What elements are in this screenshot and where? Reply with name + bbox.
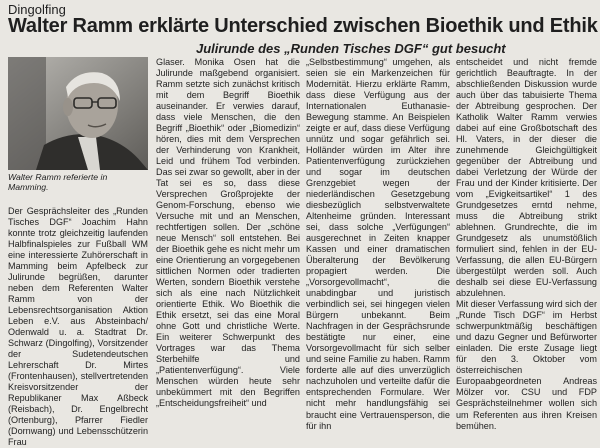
portrait-photo <box>8 57 148 170</box>
paragraph-outlook: Mit dieser Verfassung wird sich der „Runde Tisch DGF“ im Herbst schwerpunktmäßig beschäftigen und dazu Gegner und Befürworter einladen. Die erste Zusage liegt für den 3. Oktober vom österreichischen Europaabgeordneten Andreas Mölzer vor. CSU und FDP Gesprächsteilnehmer wollen sich um Referenten aus ihren Kreisen bemühen. <box>456 299 598 431</box>
paragraph-discussion: entscheidet und nicht fremde gerichtlich Beauftragte. In der abschließenden Diskussion wurde auch über das tabuisierte Thema der Abtreibung gesprochen. Der Katholik Walter Ramm verwies dabei auf eine Großbotschaft des Hl. Vaters, in der dieser die zunehmende Gleichgültigkeit gegenüber der Abtreibung und dabei Verletzung der Würde der Frau und der Kinder kritisierte. Der vom „Evigkeitsartikel“ 1 des Grundgesetzes erntd nehme, muss die Abtreibung strikt ablehnen. Grundrechte, die im Grundgesetz als unumstößlich formuliert sind, fehlen in der EU-Verfassung, die allen EU-Bürgern übergestülpt werden soll. Auch deshalb sei diese EU-Verfassung abzulehnen. <box>456 57 597 299</box>
text-column-1 <box>8 206 148 448</box>
article-subheadline: Julirunde des „Runden Tisches DGF“ gut besucht <box>196 41 506 56</box>
article-headline: Walter Ramm erklärte Unterschied zwischen Bioethik und Ethik <box>8 15 598 37</box>
paragraph-intro: Der Gesprächsleiter des „Runden Tisches DGF“ Joachim Hahn konnte trotz gleichzeitig laufenden Halbfinalspieles zur Fußball WM eine interessierte Zuhörerschaft in Mamming beim Apfelbeck zur Julirunde begrüßen, darunter neben dem Referenten Walter Ramm von der Lebensrechtsorganisation Aktion Leben e.V. aus Absteinbach/ Odenwald u. a. Stadtrat Dr. Schwarz (Dingolfing), Vorsitzender der Sudetendeutschen Lehrerschaft Dr. Mirtes (Frontenhausen), stellvertretenden Kreisvorsitzender der Republikaner Max Aßbeck (Reisbach), Dr. Engelbrecht (Ortenburg), Pfarrer Fiedler (Dornwang) und Lebensschützerin Frau <box>8 206 148 448</box>
location-kicker: Dingolfing <box>8 2 66 17</box>
text-column-4 <box>456 57 597 435</box>
text-column-2 <box>156 57 300 435</box>
text-column-3 <box>306 57 450 435</box>
paragraph-advance-directive: „Selbstbestimmung“ umgehen, als seien sie ein Markenzeichen für Modernität. Hierzu erklärte Ramm, dass diese Verfügung aus der Internationalen Euthanasie-Bewegung stamme. An Beispielen zeigte er auf, dass diese Verfügung unnütz und sogar gefährlich sei. Holländer würden im Alter ihre Patientenverfügung zurückziehen und sogar im deutschen Grenzgebiet wegen der niederländischen Gesetzgebung diesbezüglich selbstverwaltete Altenheime gründen. Interessant sei, dass solche „Verfügungen“ ausgerechnet in Zeiten knapper Kassen und einer dramatischen Überalterung der Bevölkerung propagiert werden. Die „Vorsorgevollmacht“, die unabdingbar und juristisch verbindlich sei, sei hingegen vielen Bürgern unbekannt. Beim Nachfragen in der Gesprächsrunde bestätigte nur einer, eine Vorsorgevollmacht für sich selber und seine Familie zu haben. Ramm forderte alle auf dies unverzüglich nachzuholen und verteilte dafür die entsprechenden Formulare. Wer nicht mehr handlungsfähig sei braucht eine Vertrauensperson, die für ihn <box>306 57 450 431</box>
photo-caption: Walter Ramm referierte in Mamming. <box>8 172 108 193</box>
portrait-illustration <box>8 57 148 170</box>
paragraph-bioethics: Glaser. Monika Osen hat die Julirunde maßgebend organisiert. Ramm setzte sich zunächst kritisch mit dem Begriff Bioethik auseinander. Er verwies darauf, dass viele Menschen, die den Begriff „Bioethik“ oder „Biomedizin“ hören, dies mit dem Versprechen der Verhinderung von Krankheit, Leid und frühem Tod verbinden. Das sei zwar so gewollt, aber in der Tat sei es so, dass diese Versprechen Großprojekte der Genom-Forschung, ebenso wie Versuche mit und an Menschen, rechtfertigen sollen. Der „schöne neue Mensch“ soll entstehen. Bei der Bioethik gehe es nicht mehr um eine Orientierung an vorgegebenen sittlichen Normen oder tradierten Werten, sondern Bioethik verstehe sich als eine nach Nützlichkeit orientierte Ethik. Wo Bioethik die Ethik ersetzt, sei das eine Moral ohne Gott und christliche Werte. Ein weiterer Schwerpunkt des Vortrages war das Thema Sterbehilfe und „Patientenverfügung“. Viele Menschen würden heute sehr unbekümmert mit den Begriffen „Entscheidungsfreiheit“ und <box>156 57 300 409</box>
